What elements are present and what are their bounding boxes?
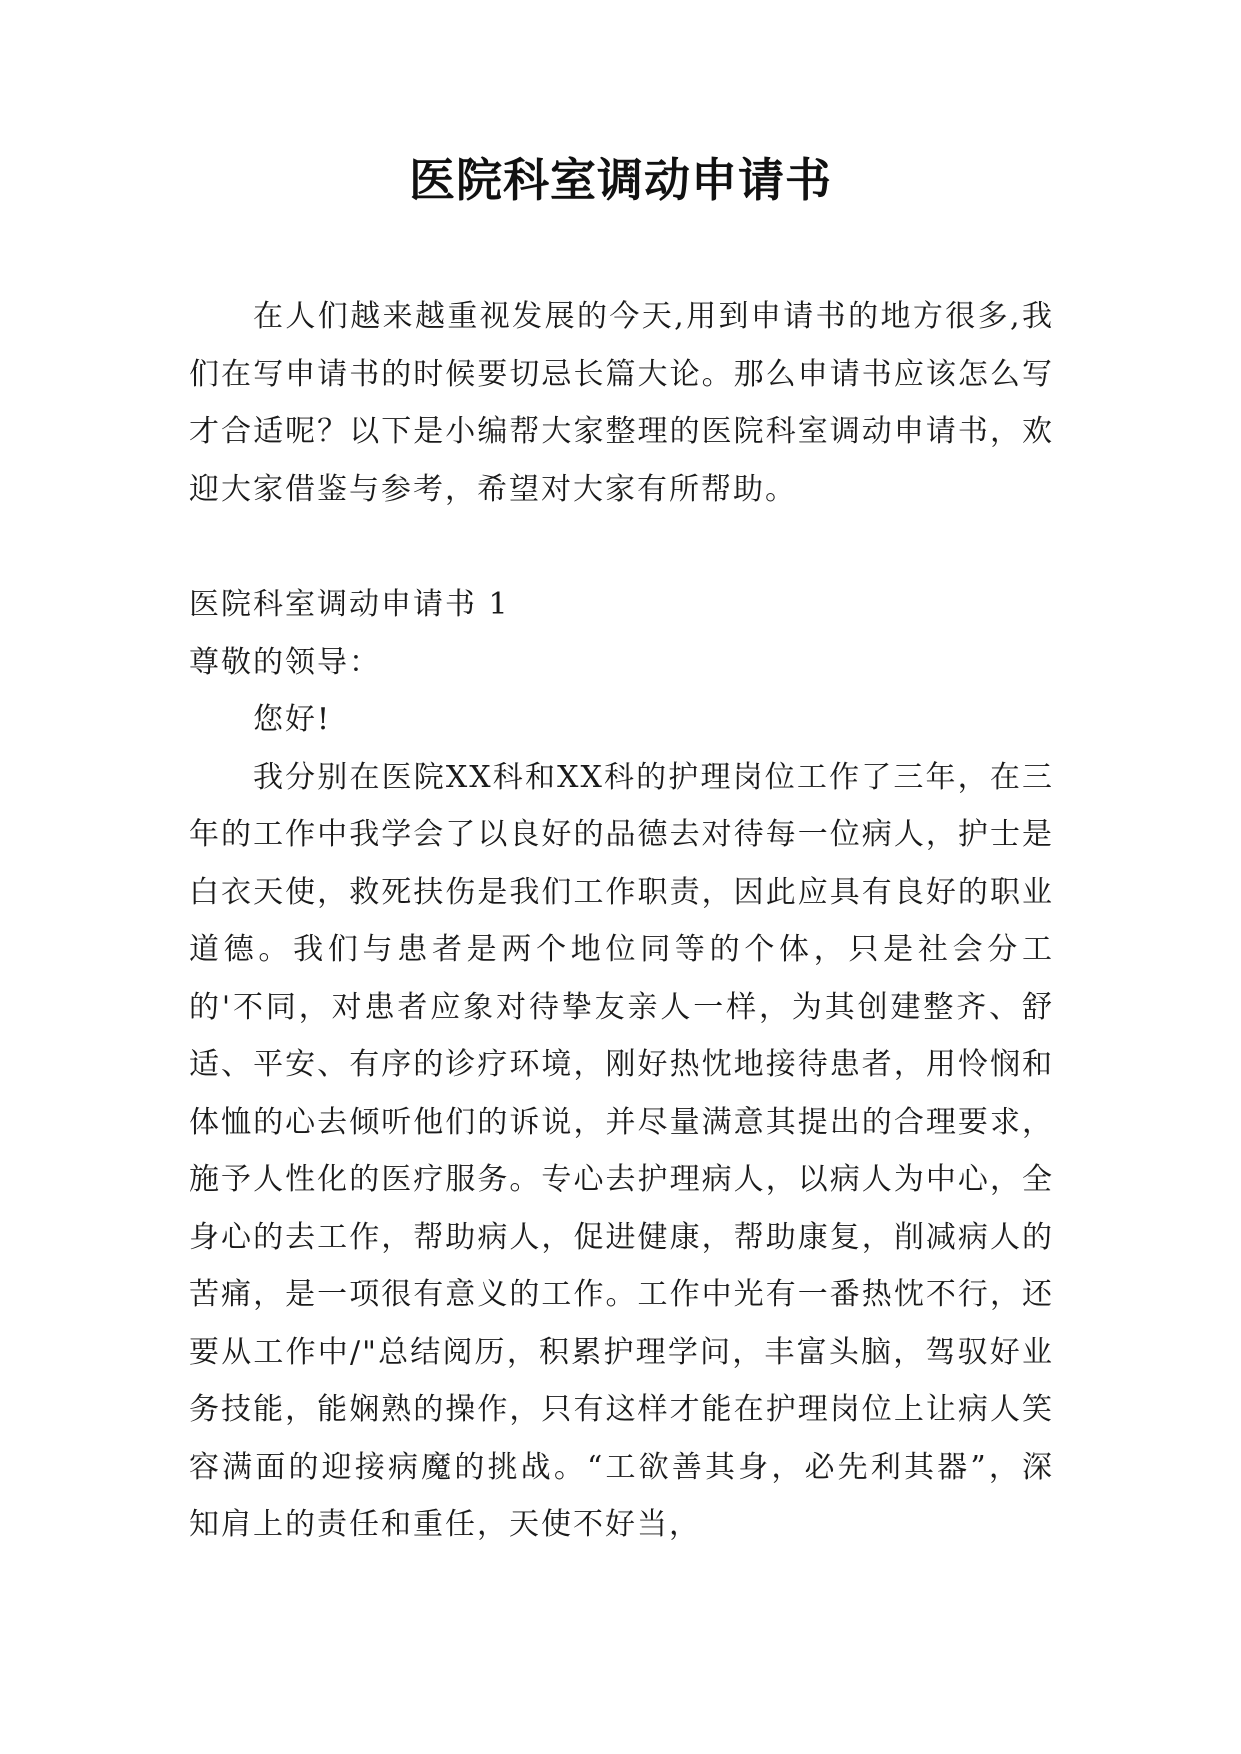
- letter-section: [189, 576, 1054, 1554]
- greeting: 您好!: [253, 702, 332, 737]
- intro-section: [189, 288, 1054, 518]
- intro-paragraph: 在人们越来越重视发展的今天,用到申请书的地方很多,我们在写申请书的时候要切忌长篇大论。那么申请书应该怎么写才合适呢？以下是小编帮大家整理的医院科室调动申请书，欢迎大家借鉴与参考，希望对大家有所帮助。: [189, 299, 1054, 507]
- salutation: 尊敬的领导：: [189, 644, 381, 680]
- document-title: 医院科室调动申请书: [409, 153, 832, 207]
- section-heading: 医院科室调动申请书 1: [189, 587, 510, 622]
- body-paragraph: 我分别在医院XX科和XX科的护理岗位工作了三年，在三年的工作中我学会了以良好的品德去对待每一位病人，护士是白衣天使，救死扶伤是我们工作职责，因此应具有良好的职业道德。我们与患者是两个地位同等的个体，只是社会分工的'不同，对患者应象对待挚友亲人一样，为其创建整齐、舒适、平安、有序的诊疗环境，刚好热忱地接待患者，用怜悯和体恤的心去倾听他们的诉说，并尽量满意其提出的合理要求，施予人性化的医疗服务。专心去护理病人，以病人为中心，全身心的去工作，帮助病人，促进健康，帮助康复，削减病人的苦痛，是一项很有意义的工作。工作中光有一番热忱不行，还要从工作中/"总结阅历，积累护理学问，丰富头脑，驾驭好业务技能，能娴熟的操作，只有这样才能在护理岗位上让病人笑容满面的迎接病魔的挑战。“工欲善其身，必先利其器”，深知肩上的责任和重任，天使不好当，: [189, 759, 1054, 1542]
